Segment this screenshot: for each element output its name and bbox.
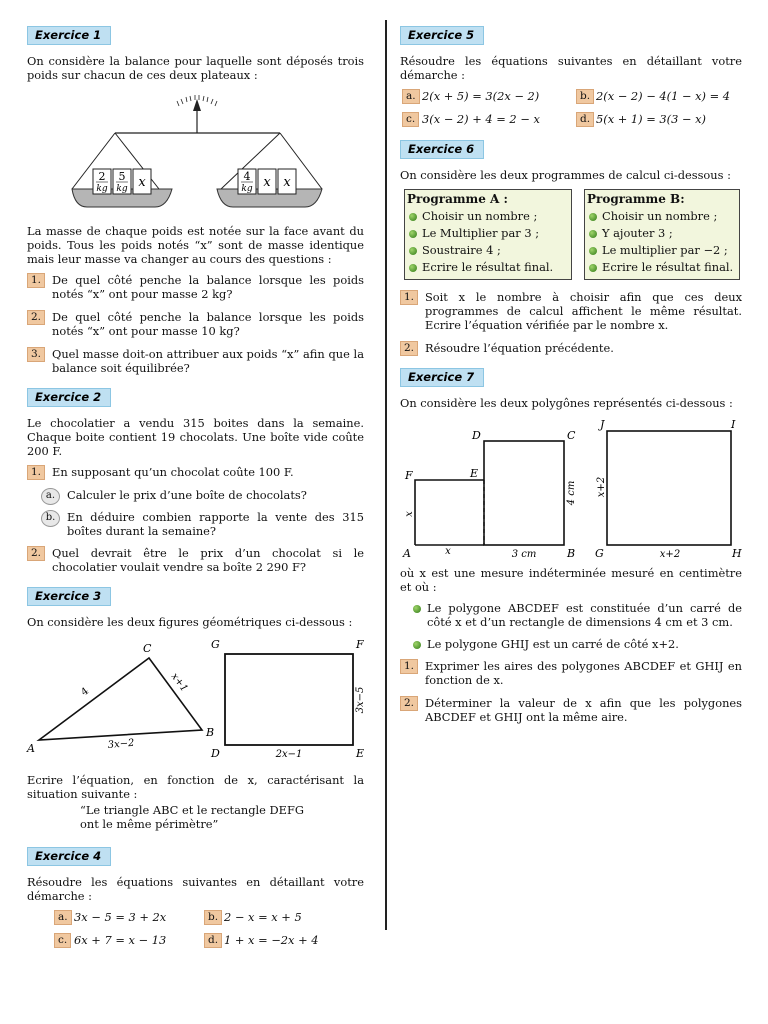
equation-text: 3x − 5 = 3 + 2x xyxy=(74,910,167,924)
bullet-icon xyxy=(409,213,417,221)
exercise-5-intro: Résoudre les équations suivantes en détaillant votre démarche : xyxy=(400,54,742,82)
exercise-6-title: Exercice 6 xyxy=(400,140,484,159)
sub-question-text: En déduire combien rapporte la vente des 315 boîtes durant la semaine? xyxy=(67,510,364,538)
bullet-icon xyxy=(409,264,417,272)
bullet-icon xyxy=(413,605,421,613)
equation xyxy=(204,933,374,947)
program-step xyxy=(407,225,567,242)
weight-value: 2 xyxy=(98,170,106,183)
question xyxy=(27,273,364,301)
program-step-text: Choisir un nombre ; xyxy=(422,209,538,223)
equation-letter: a. xyxy=(402,89,420,104)
bullet-item xyxy=(400,601,742,629)
bullet-item xyxy=(400,637,742,651)
weight-value: 5 xyxy=(118,170,126,183)
question-text: Résoudre l’équation précédente. xyxy=(425,341,614,355)
equation-letter: a. xyxy=(54,910,72,925)
balance-figure xyxy=(27,89,364,219)
polygons-figure xyxy=(400,417,742,560)
weight-unit: kg xyxy=(241,184,253,194)
equation xyxy=(402,112,576,126)
weight-unit: kg xyxy=(116,184,128,194)
program-step-text: Le Multiplier par 3 ; xyxy=(422,226,540,240)
exercise-6-intro: On considère les deux programmes de calcul ci-dessous : xyxy=(400,168,731,182)
question-number: 2. xyxy=(400,341,418,356)
equation xyxy=(402,89,576,103)
side-label: x+1 xyxy=(168,671,190,695)
equation xyxy=(54,910,204,924)
question-text: Quel masse doit-on attribuer aux poids “x” afin que la balance soit équilibrée? xyxy=(52,347,364,375)
equation-letter: d. xyxy=(204,933,222,948)
equation-letter: d. xyxy=(576,112,594,127)
program-b xyxy=(584,189,740,280)
bullet-icon xyxy=(589,264,597,272)
question-number: 3. xyxy=(27,347,45,362)
question-text: En supposant qu’un chocolat coûte 100 F. xyxy=(52,465,294,479)
equation-text: 2(x − 2) − 4(1 − x) = 4 xyxy=(596,89,731,103)
exercise-7-title: Exercice 7 xyxy=(400,368,484,387)
question-text: Déterminer la valeur de x afin que les polygones ABCDEF et GHIJ ont la même aire. xyxy=(425,696,742,724)
program-step-text: Soustraire 4 ; xyxy=(422,243,501,257)
equation-text: 3(x − 2) + 4 = 2 − x xyxy=(422,112,540,126)
question-text: Quel devrait être le prix d’un chocolat si le chocolatier voulait vendre sa boîte 2 290 F? xyxy=(52,546,364,574)
equation xyxy=(54,933,204,947)
bullet-text: Le polygone ABCDEF est constituée d’un carré de côté x et d’un rectangle de dimensions 4 cm et 3 cm. xyxy=(427,601,742,629)
vertex-label: D xyxy=(472,429,481,442)
vertex-label: A xyxy=(27,742,35,755)
program-a xyxy=(404,189,572,280)
side-label: 2x−1 xyxy=(275,749,303,760)
exercise-3-title: Exercice 3 xyxy=(27,587,111,606)
exercise-2-intro: Le chocolatier a vendu 315 boites dans la semaine. Chaque boite contient 19 chocolats. Une boîte vide coûte 200 F. xyxy=(27,416,364,458)
exercise-3 xyxy=(27,583,364,831)
exercise-1-title: Exercice 1 xyxy=(27,26,111,45)
question-number: 1. xyxy=(27,273,45,288)
quote-line-1: “Le triangle ABC et le rectangle DEFG xyxy=(80,803,304,817)
side-label: x+2 xyxy=(596,476,607,498)
program-step-text: Ecrire le résultat final. xyxy=(602,260,734,274)
weight-value: x xyxy=(283,175,291,190)
question xyxy=(400,341,742,355)
bullet-icon xyxy=(409,247,417,255)
side-label: 3x−5 xyxy=(355,686,366,714)
program-title: Programme A : xyxy=(407,192,508,206)
equation-text: 1 + x = −2x + 4 xyxy=(224,933,319,947)
side-label: 3 cm xyxy=(511,549,537,560)
question xyxy=(27,546,364,574)
question-text: De quel côté penche la balance lorsque les poids notés “x” ont pour masse 2 kg? xyxy=(52,273,364,301)
question-text: Exprimer les aires des polygones ABCDEF et GHIJ en fonction de x. xyxy=(425,659,742,687)
equation-text: 5(x + 1) = 3(3 − x) xyxy=(596,112,706,126)
equation-text: 2(x + 5) = 3(2x − 2) xyxy=(422,89,540,103)
bullet-icon xyxy=(589,230,597,238)
side-label: x xyxy=(445,546,451,557)
program-step-text: Choisir un nombre ; xyxy=(602,209,718,223)
question xyxy=(27,347,364,375)
vertex-label: C xyxy=(143,642,152,655)
left-column xyxy=(27,22,364,957)
equation-text: 6x + 7 = x − 13 xyxy=(74,933,167,947)
sub-question-letter: b. xyxy=(41,510,60,527)
column-divider xyxy=(385,20,387,930)
quote xyxy=(80,803,364,831)
question xyxy=(400,659,742,687)
vertex-label: A xyxy=(403,547,411,560)
exercise-7-text: où x est une mesure indéterminée mesuré en centimètre et où : xyxy=(400,566,742,594)
vertex-label: G xyxy=(595,547,604,560)
weight-value: 4 xyxy=(243,170,251,183)
exercise-2-title: Exercice 2 xyxy=(27,388,111,407)
vertex-label: G xyxy=(211,638,220,651)
sub-question-text: Calculer le prix d’une boîte de chocolats? xyxy=(67,488,307,502)
question-number: 1. xyxy=(400,290,418,305)
vertex-label: C xyxy=(567,429,576,442)
exercise-1-text: La masse de chaque poids est notée sur la face avant du poids. Tous les poids notés “x” sont de masse identique mais leur masse va changer au cours des questions : xyxy=(27,224,364,266)
side-label: x xyxy=(404,511,415,517)
side-label: 3x−2 xyxy=(107,737,135,751)
program-title: Programme B: xyxy=(587,192,685,206)
vertex-label: D xyxy=(211,747,220,760)
program-step-text: Le multiplier par −2 ; xyxy=(602,243,728,257)
question-text: Soit x le nombre à choisir afin que ces deux programmes de calcul affichent le même résultat. Ecrire l’équation vérifiée par le nombre x. xyxy=(425,290,742,332)
left-weights xyxy=(93,169,151,194)
question xyxy=(400,290,742,332)
side-label: 4 xyxy=(79,685,91,699)
equations xyxy=(54,910,364,947)
program-step xyxy=(587,242,735,259)
geometry-figure xyxy=(27,636,364,764)
side-label: x+2 xyxy=(659,549,681,560)
weight-unit: kg xyxy=(96,184,108,194)
sub-question-letter: a. xyxy=(41,488,60,505)
equation-letter: c. xyxy=(54,933,71,948)
exercise-4 xyxy=(27,843,364,947)
exercise-3-intro: On considère les deux figures géométriques ci-dessous : xyxy=(27,615,353,629)
bullet-icon xyxy=(589,247,597,255)
program-step xyxy=(407,259,567,276)
equation-letter: c. xyxy=(402,112,419,127)
quote-line-2: ont le même périmètre” xyxy=(80,817,219,831)
vertex-label: J xyxy=(600,418,605,431)
exercise-7 xyxy=(400,364,742,724)
right-weights xyxy=(238,169,296,194)
bullet-text: Le polygone GHIJ est un carré de côté x+2. xyxy=(427,637,679,651)
exercise-4-intro: Résoudre les équations suivantes en détaillant votre démarche : xyxy=(27,875,364,903)
exercise-5 xyxy=(400,22,742,126)
question-text: De quel côté penche la balance lorsque les poids notés “x” ont pour masse 10 kg? xyxy=(52,310,364,338)
equation-text: 2 − x = x + 5 xyxy=(224,910,302,924)
exercise-1 xyxy=(27,22,364,375)
vertex-label: F xyxy=(356,638,364,651)
equation-letter: b. xyxy=(576,89,594,104)
vertex-label: H xyxy=(732,547,742,560)
program-step xyxy=(587,259,735,276)
program-step xyxy=(407,242,567,259)
programs xyxy=(404,189,742,280)
question xyxy=(27,310,364,338)
program-step xyxy=(587,225,735,242)
exercise-2 xyxy=(27,384,364,574)
question-number: 2. xyxy=(27,546,45,561)
vertex-label: B xyxy=(567,547,576,560)
exercise-3-text: Ecrire l’équation, en fonction de x, caractérisant la situation suivante : xyxy=(27,773,364,801)
weight-value: x xyxy=(138,175,146,190)
exercise-7-intro: On considère les deux polygônes représentés ci-dessous : xyxy=(400,396,733,410)
equations xyxy=(402,89,742,126)
equation xyxy=(576,112,746,126)
exercise-1-intro: On considère la balance pour laquelle sont déposés trois poids sur chacun de ces deux plateaux : xyxy=(27,54,364,82)
equation-letter: b. xyxy=(204,910,222,925)
question-number: 2. xyxy=(400,696,418,711)
vertex-label: I xyxy=(731,418,736,431)
vertex-label: B xyxy=(206,726,215,739)
question xyxy=(27,465,364,479)
bullet-icon xyxy=(413,641,421,649)
exercise-6 xyxy=(400,136,742,355)
sub-question xyxy=(27,510,364,538)
equation xyxy=(204,910,374,924)
vertex-label: E xyxy=(356,747,365,760)
bullet-icon xyxy=(409,230,417,238)
weight-value: x xyxy=(263,175,271,190)
program-step xyxy=(407,208,567,225)
program-step-text: Ecrire le résultat final. xyxy=(422,260,554,274)
question xyxy=(400,696,742,724)
right-column xyxy=(400,22,742,733)
side-label: 4 cm xyxy=(566,480,577,506)
sub-question xyxy=(27,488,364,502)
program-step xyxy=(587,208,735,225)
program-step-text: Y ajouter 3 ; xyxy=(602,226,673,240)
equation xyxy=(576,89,746,103)
question-number: 2. xyxy=(27,310,45,325)
vertex-label: F xyxy=(405,469,413,482)
bullet-icon xyxy=(589,213,597,221)
question-number: 1. xyxy=(400,659,418,674)
question-number: 1. xyxy=(27,465,45,480)
exercise-5-title: Exercice 5 xyxy=(400,26,484,45)
exercise-4-title: Exercice 4 xyxy=(27,847,111,866)
vertex-label: E xyxy=(470,467,479,480)
